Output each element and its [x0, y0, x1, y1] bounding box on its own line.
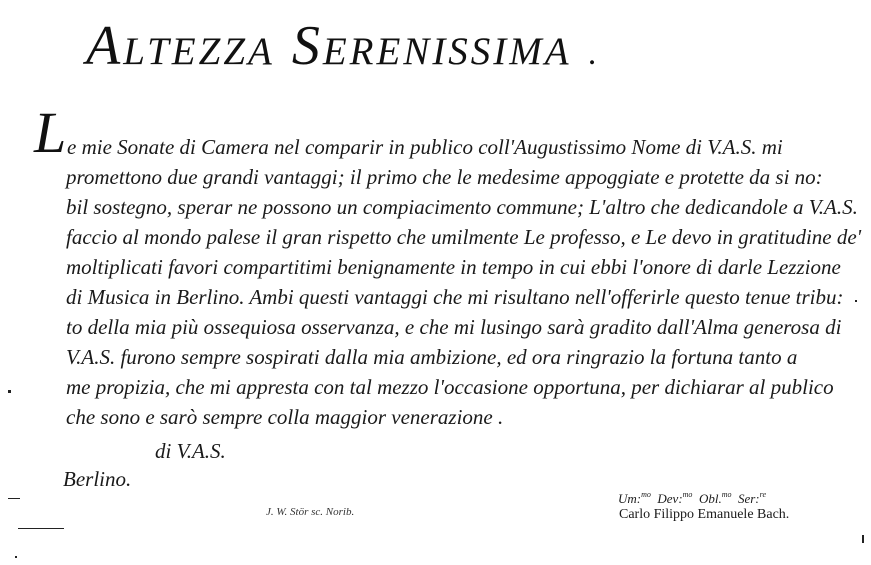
ink-speck: [862, 535, 864, 543]
dedication-line: promettono due grandi vantaggi; il primo che le medesime appoggiate e protette da si no:: [66, 165, 823, 189]
dedication-line: to della mia più ossequiosa osservanza, e che mi lusingo sarà gradito dall'Alma generosa di: [66, 315, 842, 339]
page-title: [86, 14, 597, 86]
dedication-line: V.A.S. furono sempre sospirati dalla mia ambizione, ed ora ringrazio la fortuna tanto a: [66, 345, 798, 369]
signature-title-part: Ser:$^{re}$: [737, 490, 767, 506]
ink-speck: [855, 300, 857, 302]
engraver-credit: J. W. Stör sc. Norib.: [266, 506, 355, 518]
signature-title: [618, 487, 766, 507]
ink-speck: [18, 528, 64, 529]
page-title-text: Altezza Serenissima: [86, 15, 572, 77]
dedication-line: che sono e sarò sempre colla maggior venerazione .: [66, 405, 504, 429]
dedication-line: faccio al mondo palese il gran rispetto che umilmente Le professo, e Le devo in gratitudine de': [66, 225, 862, 249]
dedication-line: me propizia, che mi appresta con tal mezzo l'occasione opportuna, per dichiarar al publico: [66, 375, 834, 399]
dedication-line: bil sostegno, sperar ne possono un compiacimento commune; L'altro che dedicandole a V.A.S.: [66, 195, 858, 219]
signature-title-part: Dev:$^{mo}$: [657, 490, 693, 506]
dedication-line: e mie Sonate di Camera nel comparir in publico coll'Augustissimo Nome di V.A.S. mi: [67, 135, 783, 159]
ink-speck: [8, 498, 20, 499]
closing-salutation: di V.A.S.: [155, 439, 226, 463]
ink-speck: [15, 556, 17, 558]
signature-name: Carlo Filippo Emanuele Bach.: [619, 507, 790, 522]
page-title-terminal: .: [588, 35, 598, 72]
drop-cap: L: [34, 100, 67, 165]
dedication-line: moltiplicati favori compartitimi benignamente in tempo in cui ebbi l'onore di darle Lezzione: [66, 255, 841, 279]
signature-title-part: Um:$^{mo}$: [618, 490, 651, 506]
signature-title-part: Obl.$^{mo}$: [698, 490, 732, 506]
place-name: Berlino.: [63, 467, 132, 491]
dedication-line: di Musica in Berlino. Ambi questi vantaggi che mi risultano nell'offerirle questo tenue tribu:: [66, 285, 844, 309]
ink-speck: [8, 390, 11, 393]
